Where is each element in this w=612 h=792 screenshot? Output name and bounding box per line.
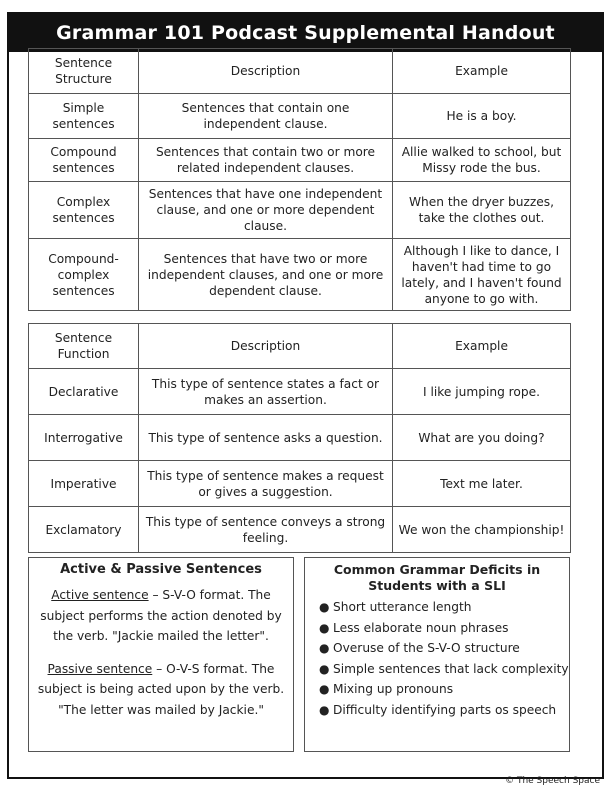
bullet-icon: ●	[319, 600, 330, 614]
table-cell: Sentences that have two or more independent clauses, and one or more dependent clause.	[139, 239, 393, 311]
grammar-deficits-title: Common Grammar Deficits in Students with a SLI	[333, 562, 541, 593]
table-row	[29, 94, 571, 139]
sentence-function-table	[28, 323, 571, 553]
header-cell: Sentence Function	[29, 324, 139, 369]
table-cell: Declarative	[29, 369, 139, 415]
table-cell: This type of sentence conveys a strong feeling.	[139, 507, 393, 553]
grammar-deficits-box	[304, 557, 570, 752]
list-item	[319, 659, 569, 680]
bullet-icon: ●	[319, 620, 330, 635]
table-header-row	[29, 49, 571, 94]
active-passive-title: Active & Passive Sentences	[60, 562, 262, 577]
table-cell: What are you doing?	[393, 415, 571, 461]
table-cell: Allie walked to school, but Missy rode the bus.	[393, 139, 571, 182]
header-cell: Description	[139, 49, 393, 94]
active-sentence-text: – S-V-O format. The subject performs the action denoted by the verb. "Jackie mailed the letter".	[40, 588, 282, 643]
list-item	[319, 700, 569, 721]
active-sentence-paragraph	[37, 585, 285, 647]
table-cell: We won the championship!	[393, 507, 571, 553]
table-cell: Sentences that have one independent clause, and one or more dependent clause.	[139, 182, 393, 239]
active-sentence-term: Active sentence	[51, 588, 149, 602]
header-cell: Example	[393, 324, 571, 369]
table-cell: Complex sentences	[29, 182, 139, 239]
grammar-deficits-list	[305, 597, 569, 720]
table-cell: Imperative	[29, 461, 139, 507]
table-cell: When the dryer buzzes, take the clothes out.	[393, 182, 571, 239]
sentence-structure-table	[28, 48, 571, 311]
table-row	[29, 182, 571, 239]
bullet-icon: ●	[319, 641, 330, 655]
list-item-text: Less elaborate noun phrases	[333, 620, 509, 635]
table-row	[29, 239, 571, 311]
table-cell: This type of sentence asks a question.	[139, 415, 393, 461]
bullet-icon: ●	[319, 702, 330, 717]
passive-sentence-term: Passive sentence	[47, 661, 153, 676]
table-row	[29, 415, 571, 461]
active-passive-box	[28, 557, 294, 752]
table-header-row	[29, 324, 571, 369]
table-cell: Interrogative	[29, 415, 139, 461]
table-cell: Text me later.	[393, 461, 571, 507]
table-cell: Compound-complex sentences	[29, 239, 139, 311]
list-item-text: Short utterance length	[333, 600, 472, 614]
passive-sentence-text: – O-V-S format. The subject is being acted upon by the verb. "The letter was mailed by Jackie."	[37, 661, 285, 717]
table-cell: Sentences that contain one independent clause.	[139, 94, 393, 139]
list-item	[319, 638, 569, 659]
table-cell: Compound sentences	[29, 139, 139, 182]
table-cell: Exclamatory	[29, 507, 139, 553]
table-row	[29, 369, 571, 415]
header-cell: Description	[139, 324, 393, 369]
table-row	[29, 139, 571, 182]
table-cell: This type of sentence makes a request or gives a suggestion.	[139, 461, 393, 507]
list-item-text: Mixing up pronouns	[333, 682, 454, 696]
table-cell: Although I like to dance, I haven't had time to go lately, and I haven't found anyone to go with.	[393, 239, 571, 311]
table-cell: Simple sentences	[29, 94, 139, 139]
passive-sentence-paragraph	[37, 659, 285, 721]
bullet-icon: ●	[319, 682, 330, 696]
bullet-icon: ●	[319, 661, 330, 676]
list-item-text: Simple sentences that lack complexity	[333, 661, 569, 676]
table-cell: I like jumping rope.	[393, 369, 571, 415]
list-item	[319, 679, 569, 700]
list-item-text: Overuse of the S-V-O structure	[333, 641, 520, 655]
table-cell: He is a boy.	[393, 94, 571, 139]
table-cell: This type of sentence states a fact or makes an assertion.	[139, 369, 393, 415]
header-cell: Example	[393, 49, 571, 94]
table-row	[29, 507, 571, 553]
table-cell: Sentences that contain two or more related independent clauses.	[139, 139, 393, 182]
list-item	[319, 597, 569, 618]
list-item-text: Difficulty identifying parts os speech	[333, 702, 557, 717]
table-row	[29, 461, 571, 507]
header-cell: Sentence Structure	[29, 49, 139, 94]
page-title: Grammar 101 Podcast Supplemental Handout	[9, 14, 602, 52]
list-item	[319, 618, 569, 639]
copyright-notice: © The Speech Space	[505, 776, 600, 786]
